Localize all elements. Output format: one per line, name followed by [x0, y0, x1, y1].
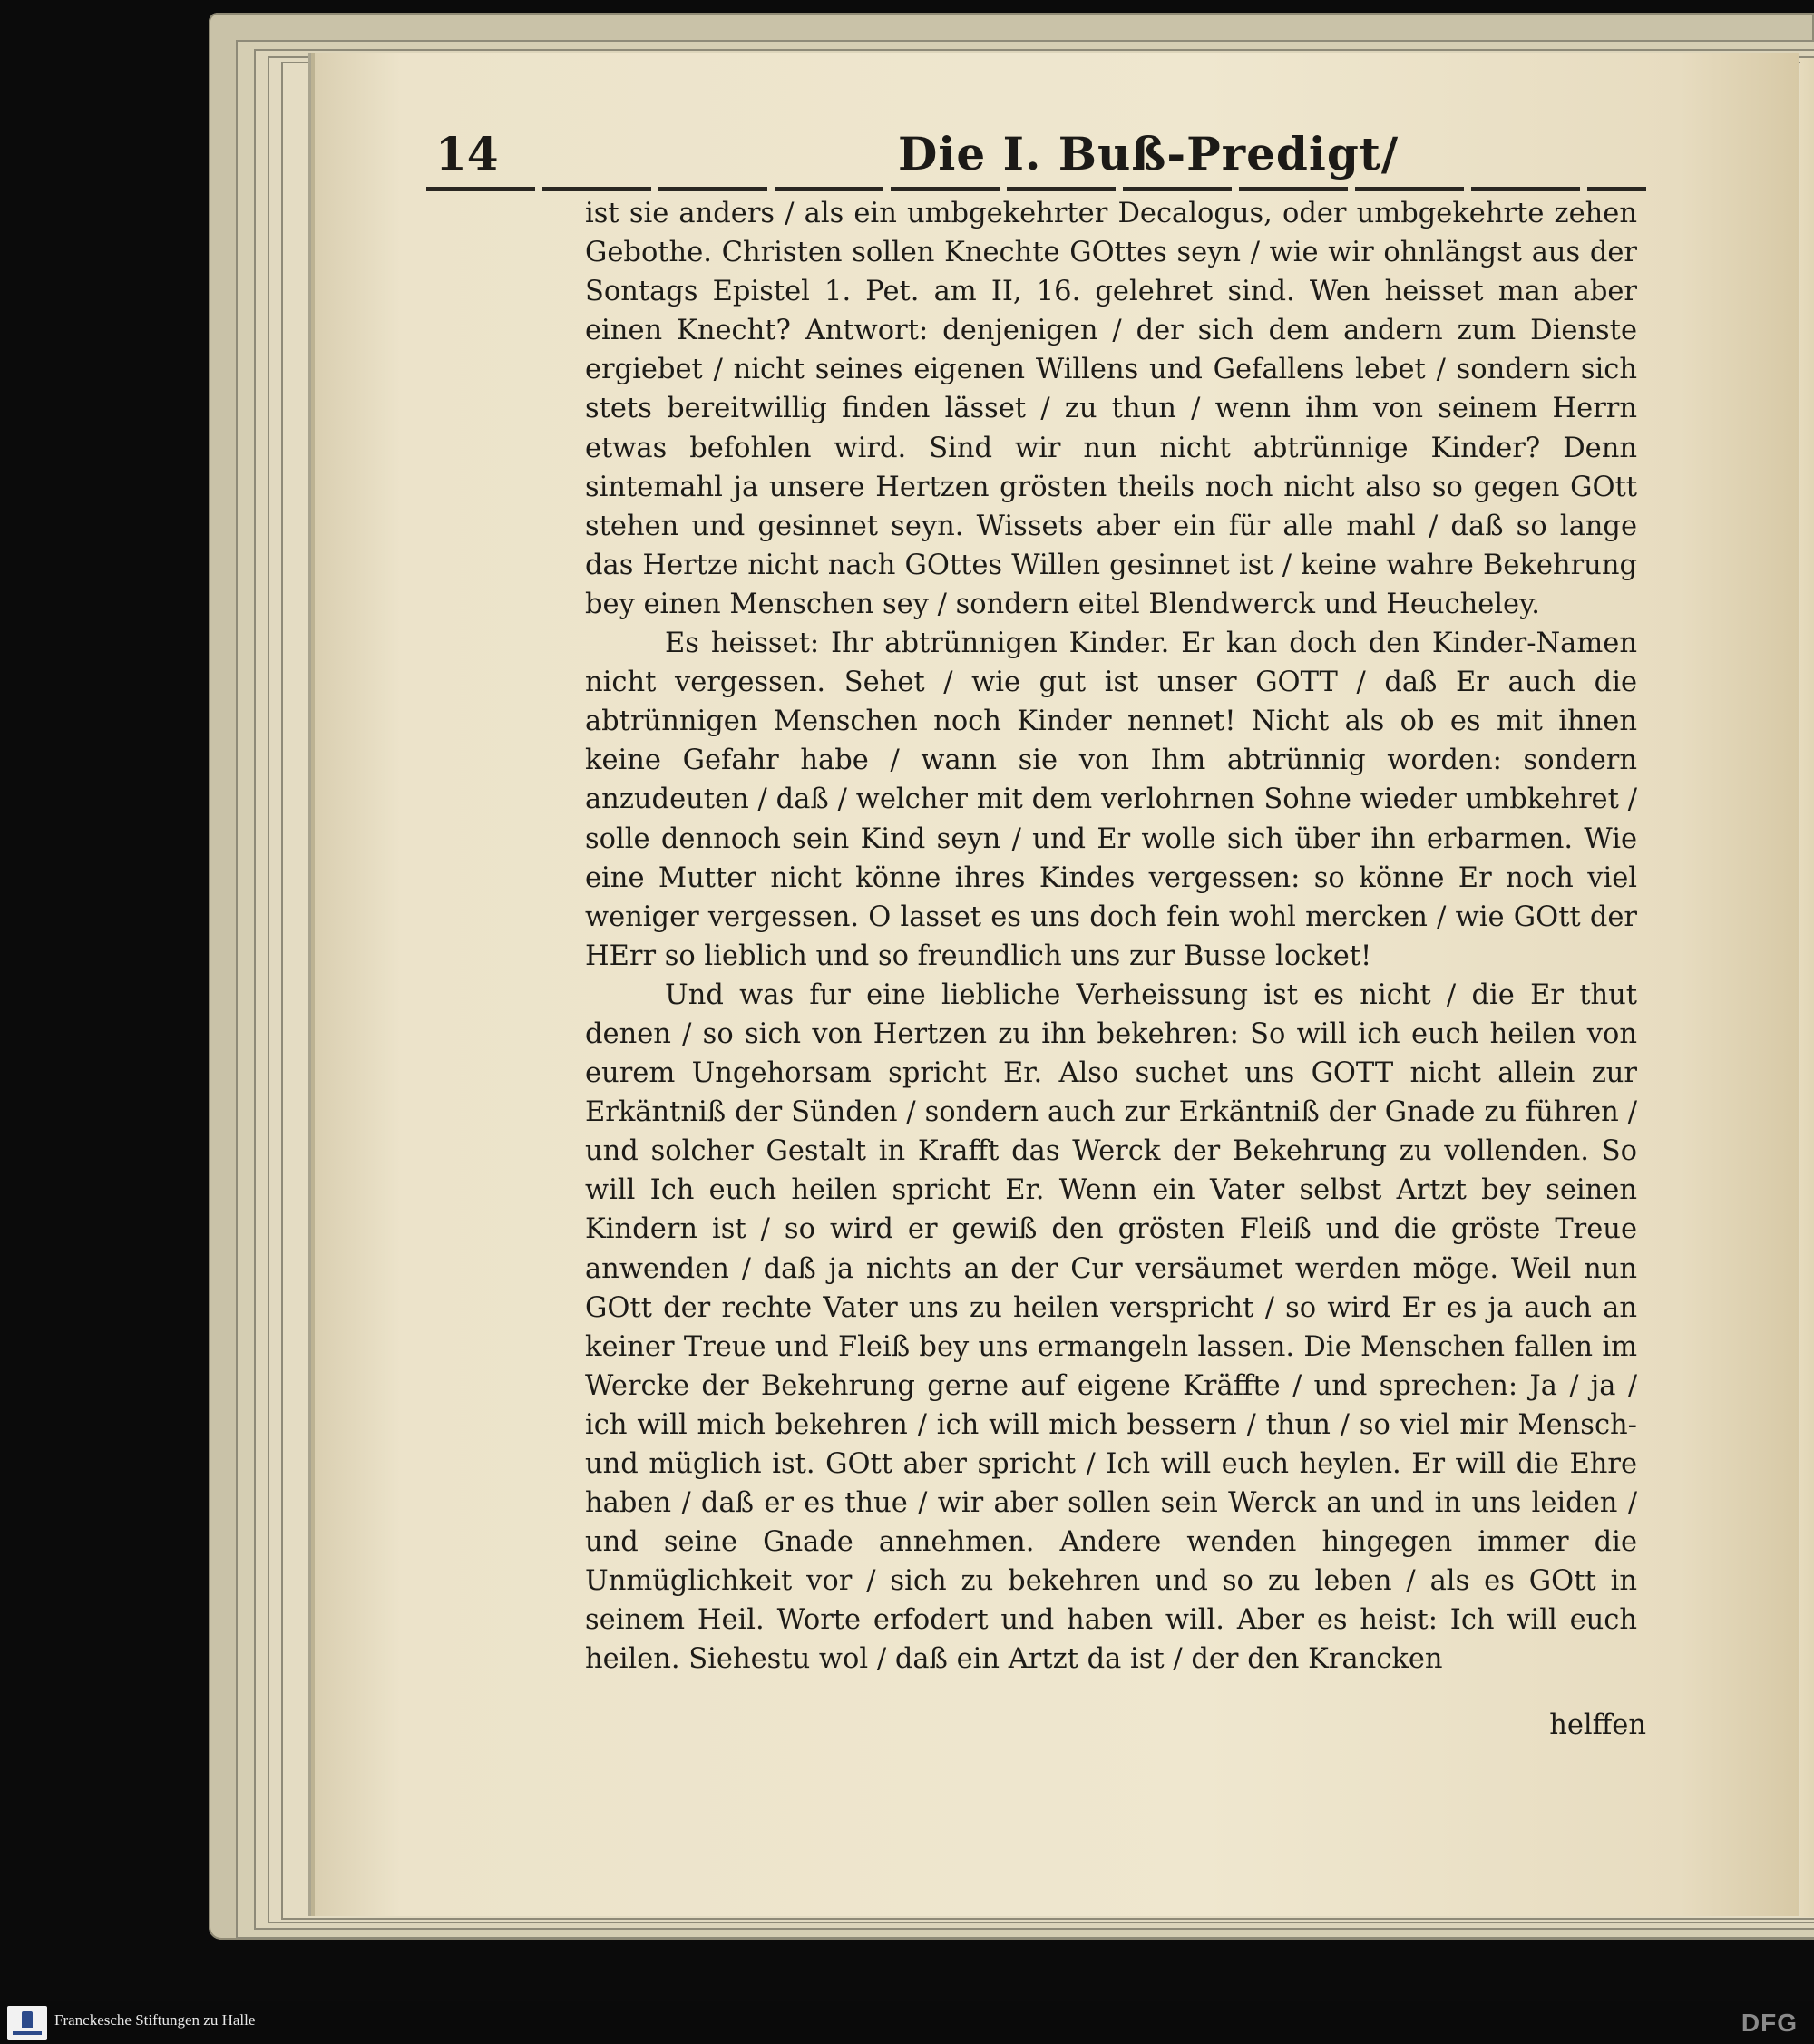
header-rule	[426, 187, 1646, 191]
paragraph: Es heisset: Ihr abtrünnigen Kinder. Er kan doch den Kinder-Namen nicht vergessen. Sehet / wie gut ist unser GOTT / daß Er auch die abtrünnigen Menschen noch Kinder nennet! Nicht als ob es mit ihnen keine Gefahr habe / wann sie von Ihm abtrünnig worden: sondern anzudeuten / daß / welcher mit dem verlohrnen Sohne wieder umbkehret / solle dennoch sein Kind seyn / und Er wolle sich über ihn erbarmen. Wie eine Mutter nicht könne ihres Kindes vergessen: so könne Er noch viel weniger vergessen. O lasset es uns doch fein wohl mercken / wie GOtt der HErr so lieblich und so freundlich uns zur Busse locket!	[585, 628, 1637, 972]
page-header	[426, 127, 1646, 183]
facing-page-edge	[1800, 58, 1814, 1917]
running-head: Die I. Buß-Predigt/	[898, 127, 1400, 180]
paragraph: ist sie anders / als ein umbgekehrter Decalogus, oder umbgekehrte zehen Gebothe. Christen sollen Knechte GOttes seyn / wie wir ohnlängst aus der Sontags Epistel 1. Pet. am II, 16. gelehret sind. Wen heisset man aber einen Knecht? Antwort: denjenigen / der sich dem andern zum Dienste ergiebet / nicht seines eigenen Willens und Gefallens lebet / sondern sich stets bereitwillig finden lässet / zu thun / wenn ihm von seinem Herrn etwas befohlen wird. Sind wir nun nicht abtrünnige Kinder? Denn sintemahl ja unsere Hertzen grösten theils noch nicht also so gegen GOtt stehen und gesinnet seyn. Wissets aber ein für alle mahl / daß so lange das Hertze nicht nach GOttes Willen gesinnet ist / keine wahre Bekehrung bey einen Menschen sey / sondern eitel Blendwerck und Heucheley.	[585, 198, 1637, 620]
catchword: helffen	[1549, 1709, 1646, 1741]
viewer-footer	[0, 2001, 1814, 2044]
page-number: 14	[435, 127, 499, 180]
franckesche-stiftungen-logo-icon[interactable]	[7, 2006, 47, 2040]
footer-institution-link[interactable]: Franckesche Stiftungen zu Halle	[54, 2011, 256, 2029]
dfg-logo[interactable]: DFG	[1741, 2009, 1798, 2037]
paragraph: Und was fur eine liebliche Verheissung ist es nicht / die Er thut denen / so sich von Hertzen zu ihn bekehren: So will ich euch heilen von eurem Ungehorsam spricht Er. Also suchet uns GOTT nicht allein zur Erkäntniß der Sünden / sondern auch zur Erkäntniß der Gnade zu führen / und solcher Gestalt in Krafft das Werck der Bekehrung zu vollenden. So will Ich euch heilen spricht Er. Wenn ein Vater selbst Artzt bey seinen Kindern ist / so wird er gewiß den grösten Fleiß und die gröste Treue anwenden / daß ja nichts an der Cur versäumet werden möge. Weil nun GOtt der rechte Vater uns zu heilen verspricht / so wird Er es ja auch an keiner Treue und Fleiß bey uns ermangeln lassen. Die Menschen fallen im Wercke der Bekehrung gerne auf eigene Kräffte / und sprechen: Ja / ja / ich will mich bekehren / ich will mich bessern / thun / so viel mir Mensch- und müglich ist. GOtt aber spricht / Ich will euch heylen. Er will die Ehre haben / daß er es thue / wir aber sollen sein Werck an und in uns leiden / und seine Gnade annehmen. Andere wenden hingegen immer die Unmüglichkeit vor / sich zu bekehren und so zu leben / als es GOtt in seinem Heil. Worte erfodert und haben will. Aber es heist: Ich will euch heilen. Siehestu wol / daß ein Artzt da ist / der den Krancken	[585, 978, 1637, 1676]
body-text	[585, 194, 1637, 1679]
